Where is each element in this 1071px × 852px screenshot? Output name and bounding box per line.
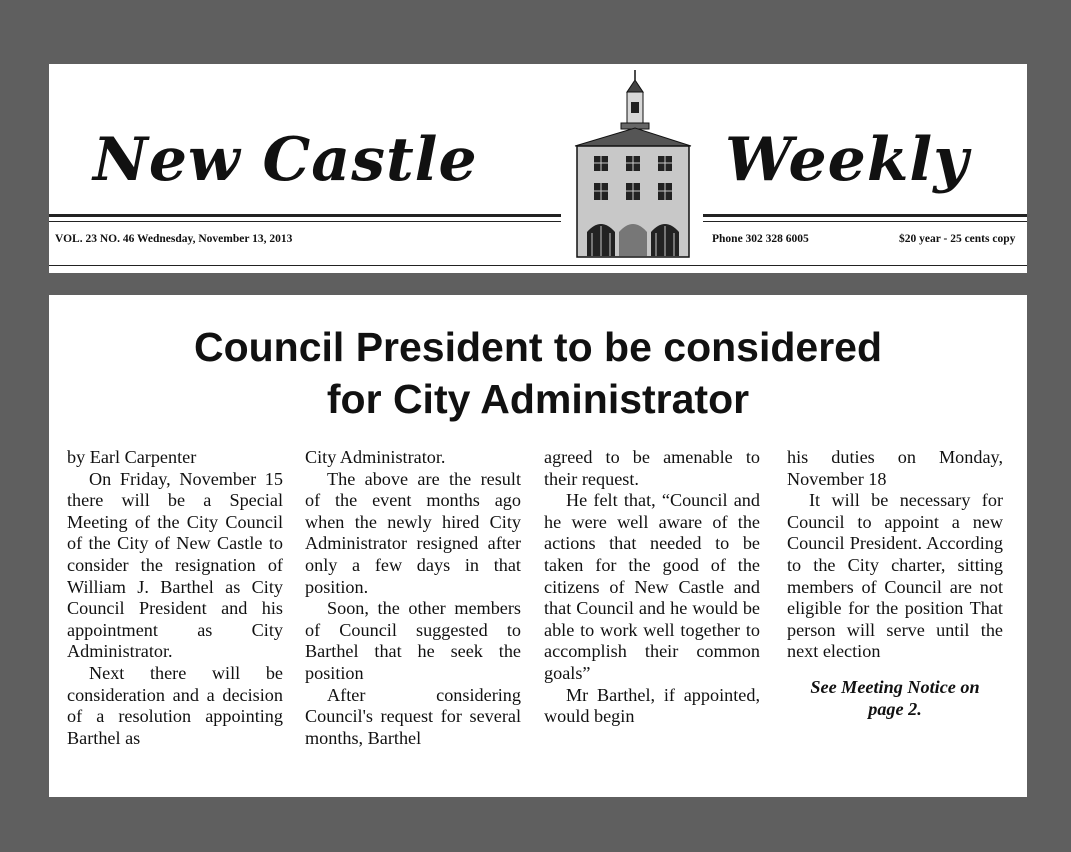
price-info: $20 year - 25 cents copy	[899, 233, 1016, 245]
article-column-1	[67, 447, 283, 749]
masthead-rule-right-thin	[703, 221, 1027, 222]
paragraph: After considering Council's request for several months, Barthel	[305, 684, 521, 748]
masthead-rule-left-thin	[49, 221, 561, 222]
paragraph: The above are the result of the event months ago when the newly hired City Administrator resigned after only a few days in that position.	[305, 468, 521, 597]
headline-line-1: Council President to be considered	[193, 324, 882, 370]
meeting-notice-reference	[787, 677, 1003, 720]
masthead-rule-left	[49, 214, 561, 217]
paragraph: his duties on Monday, November 18	[787, 447, 1003, 489]
paragraph: Soon, the other members of Council suggested to Barthel that he seek the position	[305, 598, 521, 683]
newspaper-title-right: Weekly	[725, 125, 970, 195]
article-column-2	[305, 447, 521, 749]
paragraph: agreed to be amenable to their request.	[544, 447, 760, 489]
meeting-notice-line-1: See Meeting Notice on	[810, 676, 980, 697]
headline	[49, 321, 1027, 425]
masthead-rule-right	[703, 214, 1027, 217]
paragraph: On Friday, November 15 there will be a Special Meeting of the City Council of the City of New Castle to consider the resignation of William J. Barthel as City Council President and his appointment as City Administrator.	[67, 468, 283, 662]
paragraph: Mr Barthel, if appointed, would begin	[544, 684, 760, 727]
meeting-notice-line-2: page 2.	[868, 698, 922, 719]
paragraph: He felt that, “Council and he were well aware of the actions that needed to be taken for the good of the citizens of New Castle and that Council and he would be able to work well together to accomplish their common goals”	[544, 490, 760, 683]
courthouse-icon	[573, 70, 693, 260]
headline-line-2: for City Administrator	[326, 376, 750, 422]
article-column-3	[544, 447, 760, 728]
article-column-4	[787, 447, 1003, 720]
paragraph: City Administrator.	[305, 447, 446, 467]
paragraph: It will be necessary for Council to appoint a new Council President. According to the City charter, sitting members of Council are not eligible for the position That person will serve until the next election	[787, 490, 1003, 662]
phone-info: Phone 302 328 6005	[712, 233, 809, 245]
masthead-rule-bottom	[49, 265, 1027, 266]
paragraph: Next there will be consideration and a decision of a resolution appointing Barthel as	[67, 662, 283, 748]
newspaper-title-left: New Castle	[93, 125, 478, 195]
issue-info: VOL. 23 NO. 46 Wednesday, November 13, 2013	[55, 233, 293, 245]
article	[49, 295, 1027, 797]
masthead	[49, 64, 1027, 273]
byline: by Earl Carpenter	[67, 447, 197, 467]
